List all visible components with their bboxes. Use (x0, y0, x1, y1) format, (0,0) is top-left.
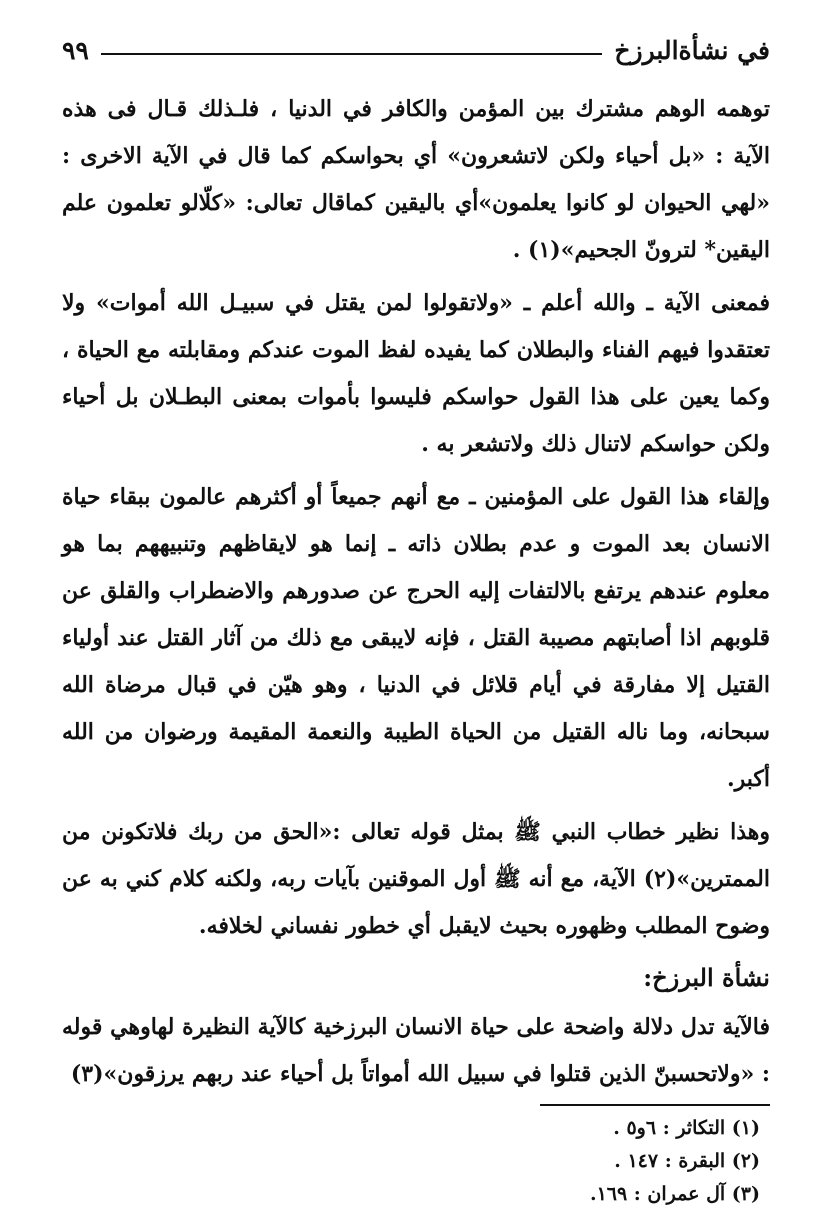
footnotes (62, 1112, 770, 1211)
page-header (62, 28, 770, 72)
paragraph-1: توهمه الوهم مشترك بين المؤمن والكافر في الدنيا ، فلـذلك قـال فى هذه الآية : «بل أحياء ولكن لاتشعرون» أي بحواسكم كما قال في الآية الاخرى : «لهي الحيوان لو كانوا يعلمون»أي باليقين كماقال تعالى: «كلّالو تعلمون علم اليقين* لترونّ الجحيم»(١) . (62, 96, 770, 263)
paragraph-4: وهذا نظير خطاب النبي ﷺ بمثل قوله تعالى :«الحق من ربك فلاتكونن من الممترين»(٢) الآية، مع أنه ﷺ أول الموقنين بآيات ربه، ولكنه كلام كني به عن وضوح المطلب وظهوره بحيث لايقبل أي خطور نفساني لخلافه. (62, 819, 770, 939)
footnote-3: (٣) آل عمران : ١٦٩. (589, 1182, 760, 1205)
running-title: في نشأةالبرزخ (614, 35, 770, 65)
paragraph-2: فمعنى الآية ـ والله أعلم ـ «ولاتقولوا لمن يقتل في سبيـل الله أموات» ولا تعتقدوا فيهم الفناء والبطلان كما يفيده لفظ الموت عندكم ومقابلته مع الحياة ، وكما يعين على هذا القول حواسكم فليسوا بأموات بمعنى البطـلان بل أحياء ولكن حواسكم لاتنال ذلك ولاتشعر به . (62, 290, 770, 457)
section-paragraph: فالآية تدل دلالة واضحة على حياة الانسان البرزخية كالآية النظيرة لهاوهي قوله : «ولاتحسبنّ الذين قتلوا في سبيل الله أمواتاً بل أحياء عند ربهم يرزقون»(٣) (62, 1014, 770, 1087)
footnote-rule (540, 1104, 770, 1106)
footnote-2: (٢) البقرة : ١٤٧ . (614, 1149, 760, 1172)
paragraph-3: وإلقاء هذا القول على المؤمنين ـ مع أنهم جميعاً أو أكثرهم عالمون ببقاء حياة الانسان بعد الموت و عدم بطلان ذاته ـ إنما هو لايقاظهم وتنبيههم بما هو معلوم عندهم يرتفع بالالتفات إليه الحرج عن صدورهم والاضطراب والقلق عن قلوبهم اذا أصابتهم مصيبة القتل ، فإنه لايبقى مع ذلك من آثار القتل عند أولياء القتيل إلا مفارقة في أيام قلائل في الدنيا ، وهو هيّن في قبال مرضاة الله سبحانه، وما ناله القتيل من الحياة الطيبة والنعمة المقيمة ورضوان من الله أكبر. (62, 484, 770, 792)
header-rule (101, 53, 603, 55)
footnote-1: (١) التكاثر : ٦و٥ . (613, 1116, 760, 1139)
section-heading: نشأة البرزخ: (643, 963, 770, 992)
page-number: ٩٩ (62, 35, 89, 65)
page-body (62, 86, 770, 1098)
